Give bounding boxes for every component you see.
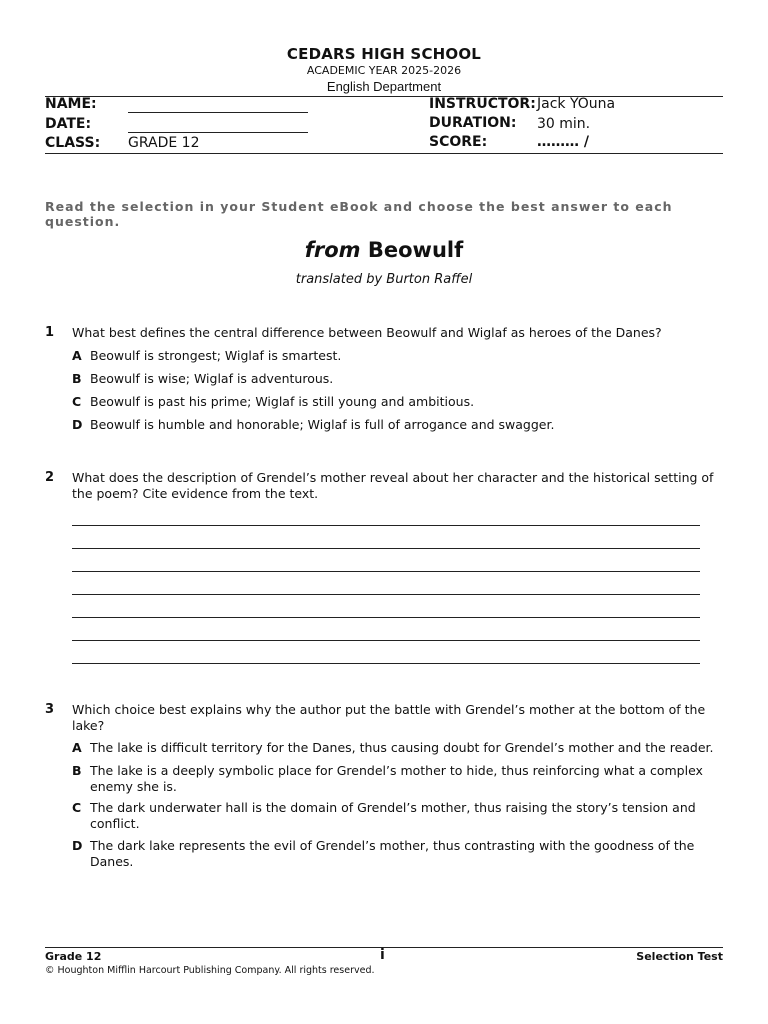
q3-option-a-letter[interactable]: A xyxy=(72,740,82,755)
instructions: Read the selection in your Student eBook and choose the best answer to each question. xyxy=(45,199,673,229)
header-top-rule xyxy=(45,96,723,97)
name-blank[interactable] xyxy=(128,112,308,113)
q3-option-b-letter[interactable]: B xyxy=(72,763,82,778)
footer-grade: Grade 12 xyxy=(45,950,102,963)
q1-option-b-text[interactable]: Beowulf is wise; Wiglaf is adventurous. xyxy=(90,371,334,386)
q3-option-b-text[interactable]: The lake is a deeply symbolic place for Grendel’s mother to hide, thus reinforcing what a complex enemy she is. xyxy=(90,763,703,794)
question-3-text: Which choice best explains why the author put the battle with Grendel’s mother at the bottom of the lake? xyxy=(72,702,706,733)
title-text: Beowulf xyxy=(367,238,464,262)
translator: translated by Burton Raffel xyxy=(295,272,473,287)
answer-line[interactable] xyxy=(72,640,700,641)
q1-option-b-letter[interactable]: B xyxy=(72,371,82,386)
name-label: NAME: xyxy=(45,96,97,112)
copyright: © Houghton Mifflin Harcourt Publishing Company. All rights reserved. xyxy=(45,965,375,976)
duration-value: 30 min. xyxy=(537,116,591,132)
answer-line[interactable] xyxy=(72,571,700,572)
school-name: CEDARS HIGH SCHOOL xyxy=(286,45,482,63)
answer-line[interactable] xyxy=(72,617,700,618)
question-2-text: What does the description of Grendel’s mother reveal about her character and the historical setting of the poem? Cite evidence from the text. xyxy=(72,470,714,501)
duration-label: DURATION: xyxy=(429,115,517,131)
class-value: GRADE 12 xyxy=(128,135,200,151)
q1-option-d-letter[interactable]: D xyxy=(72,417,83,432)
question-1-number: 1 xyxy=(45,325,55,340)
academic-year: ACADEMIC YEAR 2025-2026 xyxy=(306,64,462,77)
answer-line[interactable] xyxy=(72,548,700,549)
question-2-number: 2 xyxy=(45,470,55,485)
selection-title xyxy=(0,238,768,262)
header-bottom-rule xyxy=(45,153,723,154)
q3-option-c-letter[interactable]: C xyxy=(72,800,82,815)
answer-line[interactable] xyxy=(72,663,700,664)
q1-option-c-text[interactable]: Beowulf is past his prime; Wiglaf is still young and ambitious. xyxy=(90,394,475,409)
class-label: CLASS: xyxy=(45,135,101,151)
question-1-text: What best defines the central difference between Beowulf and Wiglaf as heroes of the Danes? xyxy=(72,325,662,340)
score-label: SCORE: xyxy=(429,134,488,150)
answer-line[interactable] xyxy=(72,525,700,526)
q1-option-d-text[interactable]: Beowulf is humble and honorable; Wiglaf is full of arrogance and swagger. xyxy=(90,417,555,432)
answer-line[interactable] xyxy=(72,594,700,595)
q1-option-c-letter[interactable]: C xyxy=(72,394,82,409)
page-number: i xyxy=(380,947,385,963)
q3-option-c-text[interactable]: The dark underwater hall is the domain of Grendel’s mother, thus raising the story’s tension and conflict. xyxy=(90,800,696,831)
q3-option-d-letter[interactable]: D xyxy=(72,838,83,853)
question-3-number: 3 xyxy=(45,702,55,717)
title-prefix: from xyxy=(304,238,361,262)
score-value: ……… / xyxy=(537,134,589,150)
department: English Department xyxy=(326,79,442,94)
q3-option-d-text[interactable]: The dark lake represents the evil of Grendel’s mother, thus contrasting with the goodness of the Danes. xyxy=(90,838,695,869)
q3-option-a-text[interactable]: The lake is difficult territory for the Danes, thus causing doubt for Grendel’s mother and the reader. xyxy=(90,740,714,755)
date-blank[interactable] xyxy=(128,132,308,133)
instructor-label: INSTRUCTOR: xyxy=(429,96,536,112)
q1-option-a-letter[interactable]: A xyxy=(72,348,82,363)
instructor-value: Jack YOuna xyxy=(537,96,616,112)
date-label: DATE: xyxy=(45,116,92,132)
q1-option-a-text[interactable]: Beowulf is strongest; Wiglaf is smartest. xyxy=(90,348,342,363)
footer-label: Selection Test xyxy=(636,950,723,963)
